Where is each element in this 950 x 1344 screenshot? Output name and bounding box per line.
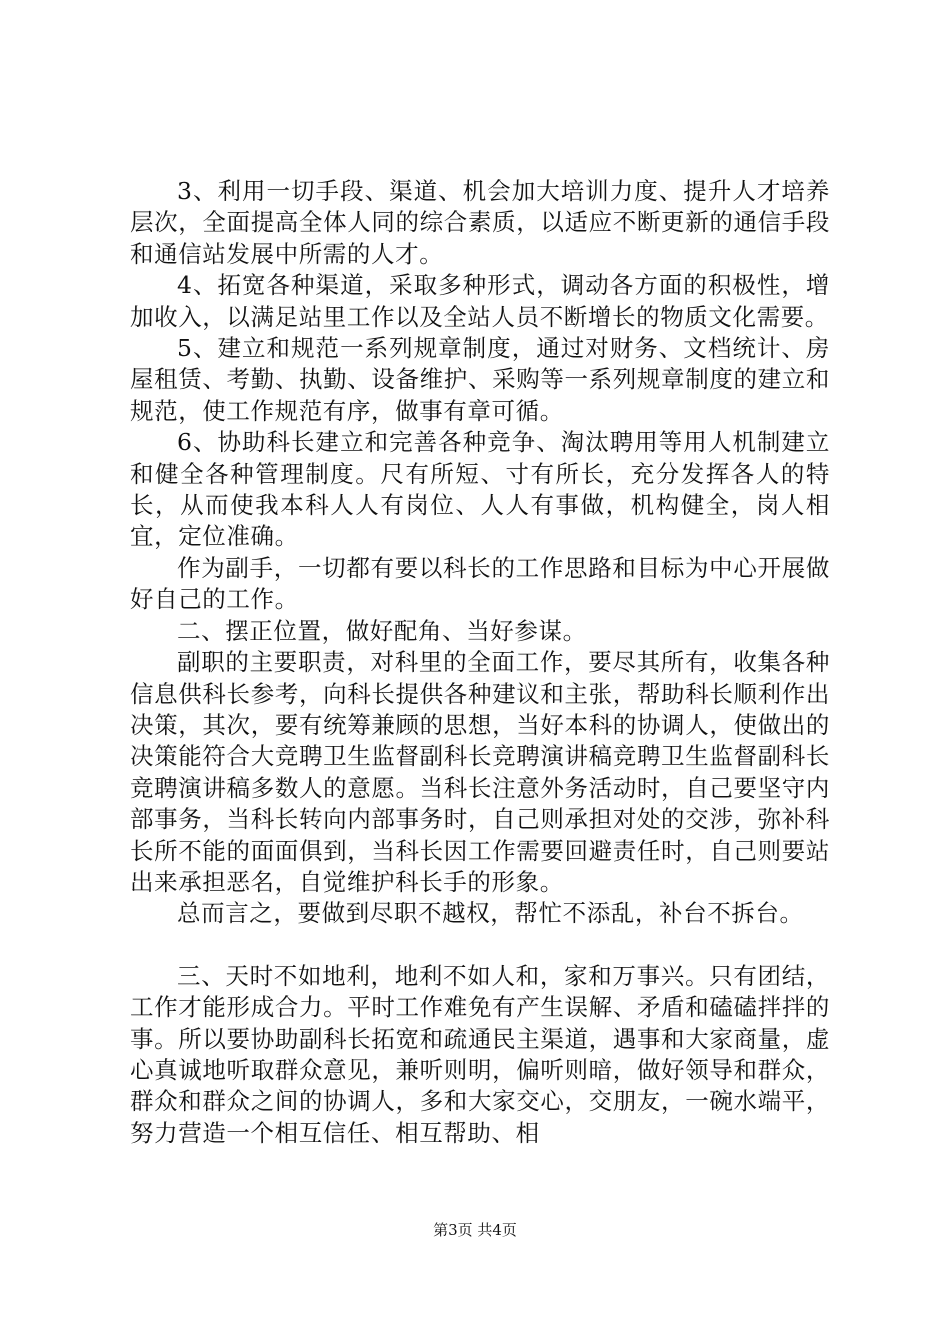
- paragraph-summary: 总而言之，要做到尽职不越权，帮忙不添乱，补台不拆台。: [177, 899, 804, 928]
- section-heading-3-paragraph: 三、天时不如地利，地利不如人和，家和万事兴。只有团结，工作才能形成合力。平时工作难免有产生误解、矛盾和磕磕拌拌的事。所以要协助副科长拓宽和疏通民主渠道，遇事和大家商量，虚心真诚地听取群众意见，兼听则明，偏听则暗，做好领导和群众，群众和群众之间的协调人，多和大家交心，交朋友，一碗水端平，努力营造一个相互信任、相互帮助、相: [130, 961, 830, 1147]
- paragraph-deputy-duties: 副职的主要职责，对科里的全面工作，要尽其所有，收集各种信息供科长参考，向科长提供各种建议和主张，帮助科长顺利作出决策，其次，要有统筹兼顾的思想，当好本科的协调人，使做出的决策能符合大竞聘卫生监督副科长竞聘演讲稿竞聘卫生监督副科长竞聘演讲稿多数人的意愿。当科长注意外务活动时，自己要坚守内部事务，当科长转向内部事务时，自己则承担对处的交涉，弥补科长所不能的面面俱到，当科长因工作需要回避责任时，自己则要站出来承担恶名，自觉维护科长手的形象。: [130, 648, 830, 896]
- page-number-footer: 第3页 共4页: [433, 1221, 517, 1239]
- section-heading-2: 二、摆正位置，做好配角、当好参谋。: [177, 616, 587, 645]
- paragraph-item-5: 5、建立和规范一系列规章制度，通过对财务、文档统计、房屋租赁、考勤、执勤、设备维护、采购等一系列规章制度的建立和规范，使工作规范有序，做事有章可循。: [130, 334, 830, 425]
- paragraph-deputy-role: 作为副手，一切都有要以科长的工作思路和目标为中心开展做好自己的工作。: [130, 553, 830, 614]
- paragraph-item-4: 4、拓宽各种渠道，采取多种形式，调动各方面的积极性，增加收入，以满足站里工作以及全站人员不断增长的物质文化需要。: [130, 271, 830, 331]
- paragraph-item-6: 6、协助科长建立和完善各种竞争、淘汰聘用等用人机制建立和健全各种管理制度。尺有所短、寸有所长，充分发挥各人的特长，从而使我本科人人有岗位、人人有事做，机构健全，岗人相宜，定位准确。: [130, 428, 830, 551]
- document-body: [130, 176, 830, 1149]
- paragraph-item-3: 3、利用一切手段、渠道、机会加大培训力度、提升人才培养层次，全面提高全体人同的综合素质，以适应不断更新的通信手段和通信站发展中所需的人才。: [130, 177, 830, 268]
